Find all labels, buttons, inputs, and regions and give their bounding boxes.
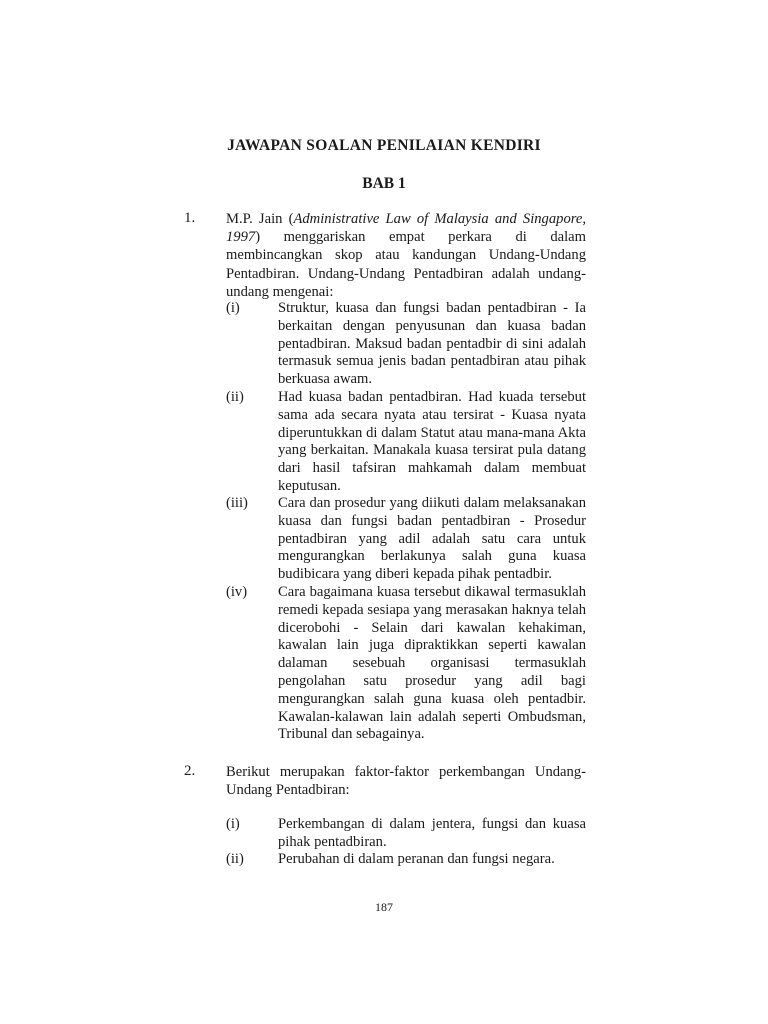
question-2-number: 2. — [184, 763, 196, 779]
q1-item-4-text: Cara bagaimana kuasa tersebut dikawal termasuklah remedi kepada sesiapa yang merasakan haknya telah dicerobohi - Selain dari kawalan kehakiman, kawalan lain juga dipraktikkan seperti kawalan dalaman sesebuah organisasi termasuklah pengolahan satu prosedur yang adil bagi mengurangkan salah guna kuasa oleh pentadbir. Kawalan-kalawan lain adalah seperti Ombudsman, Tribunal dan sebagainya. — [278, 584, 586, 743]
q1-item-2-text: Had kuasa badan pentadbiran. Had kuada tersebut sama ada secara nyata atau tersirat - Kuasa nyata diperuntukkan di dalam Statut atau mana-mana Akta yang berkaitan. Manakala kuasa tersirat pula datang dari hasil tafsiran mahkamah dalam membuat keputusan. — [278, 389, 586, 494]
q1-item-1-label: (i) — [226, 300, 240, 316]
q1-item-3-label: (iii) — [226, 495, 248, 511]
q1-rest-text: ) menggariskan empat perkara di dalam membincangkan skop atau kandungan Undang-Undang Pentadbiran. Undang-Undang Pentadbiran adalah undang-undang mengenai: — [226, 229, 586, 300]
q1-item-3-text: Cara dan prosedur yang diikuti dalam melaksanakan kuasa dan fungsi badan pentadbiran - Prosedur pentadbiran yang adil adalah satu cara untuk mengurangkan berlakunya salah guna kuasa budibicara yang diberi kepada pihak pentadbir. — [278, 495, 586, 583]
q2-item-2-text: Perubahan di dalam peranan dan fungsi negara. — [278, 851, 555, 867]
q2-item-2-label: (ii) — [226, 851, 244, 867]
q1-item-1-text: Struktur, kuasa dan fungsi badan pentadbiran - Ia berkaitan dengan penyusunan dan kuasa badan pentadbiran. Maksud badan pentadbir di sini adalah termasuk semua jenis badan pentadbiran atau pihak berkuasa awam. — [278, 300, 586, 388]
q1-book-title: Administrative Law of Malaysia and Singapore, 1997 — [226, 211, 586, 246]
question-1-paragraph — [226, 210, 586, 301]
q1-item-2-label: (ii) — [226, 389, 244, 405]
q2-item-1-text: Perkembangan di dalam jentera, fungsi dan kuasa pihak pentadbiran. — [278, 816, 586, 850]
q1-item-4-label: (iv) — [226, 584, 248, 600]
q2-item-1-label: (i) — [226, 816, 240, 832]
question-2-paragraph: Berikut merupakan faktor-faktor perkembangan Undang-Undang Pentadbiran: — [226, 764, 586, 799]
question-1-number: 1. — [184, 210, 196, 226]
chapter-heading: BAB 1 — [362, 175, 406, 192]
document-title: JAWAPAN SOALAN PENILAIAN KENDIRI — [227, 137, 541, 154]
q1-lead-text: M.P. Jain ( — [226, 211, 294, 227]
page-number: 187 — [375, 900, 393, 914]
